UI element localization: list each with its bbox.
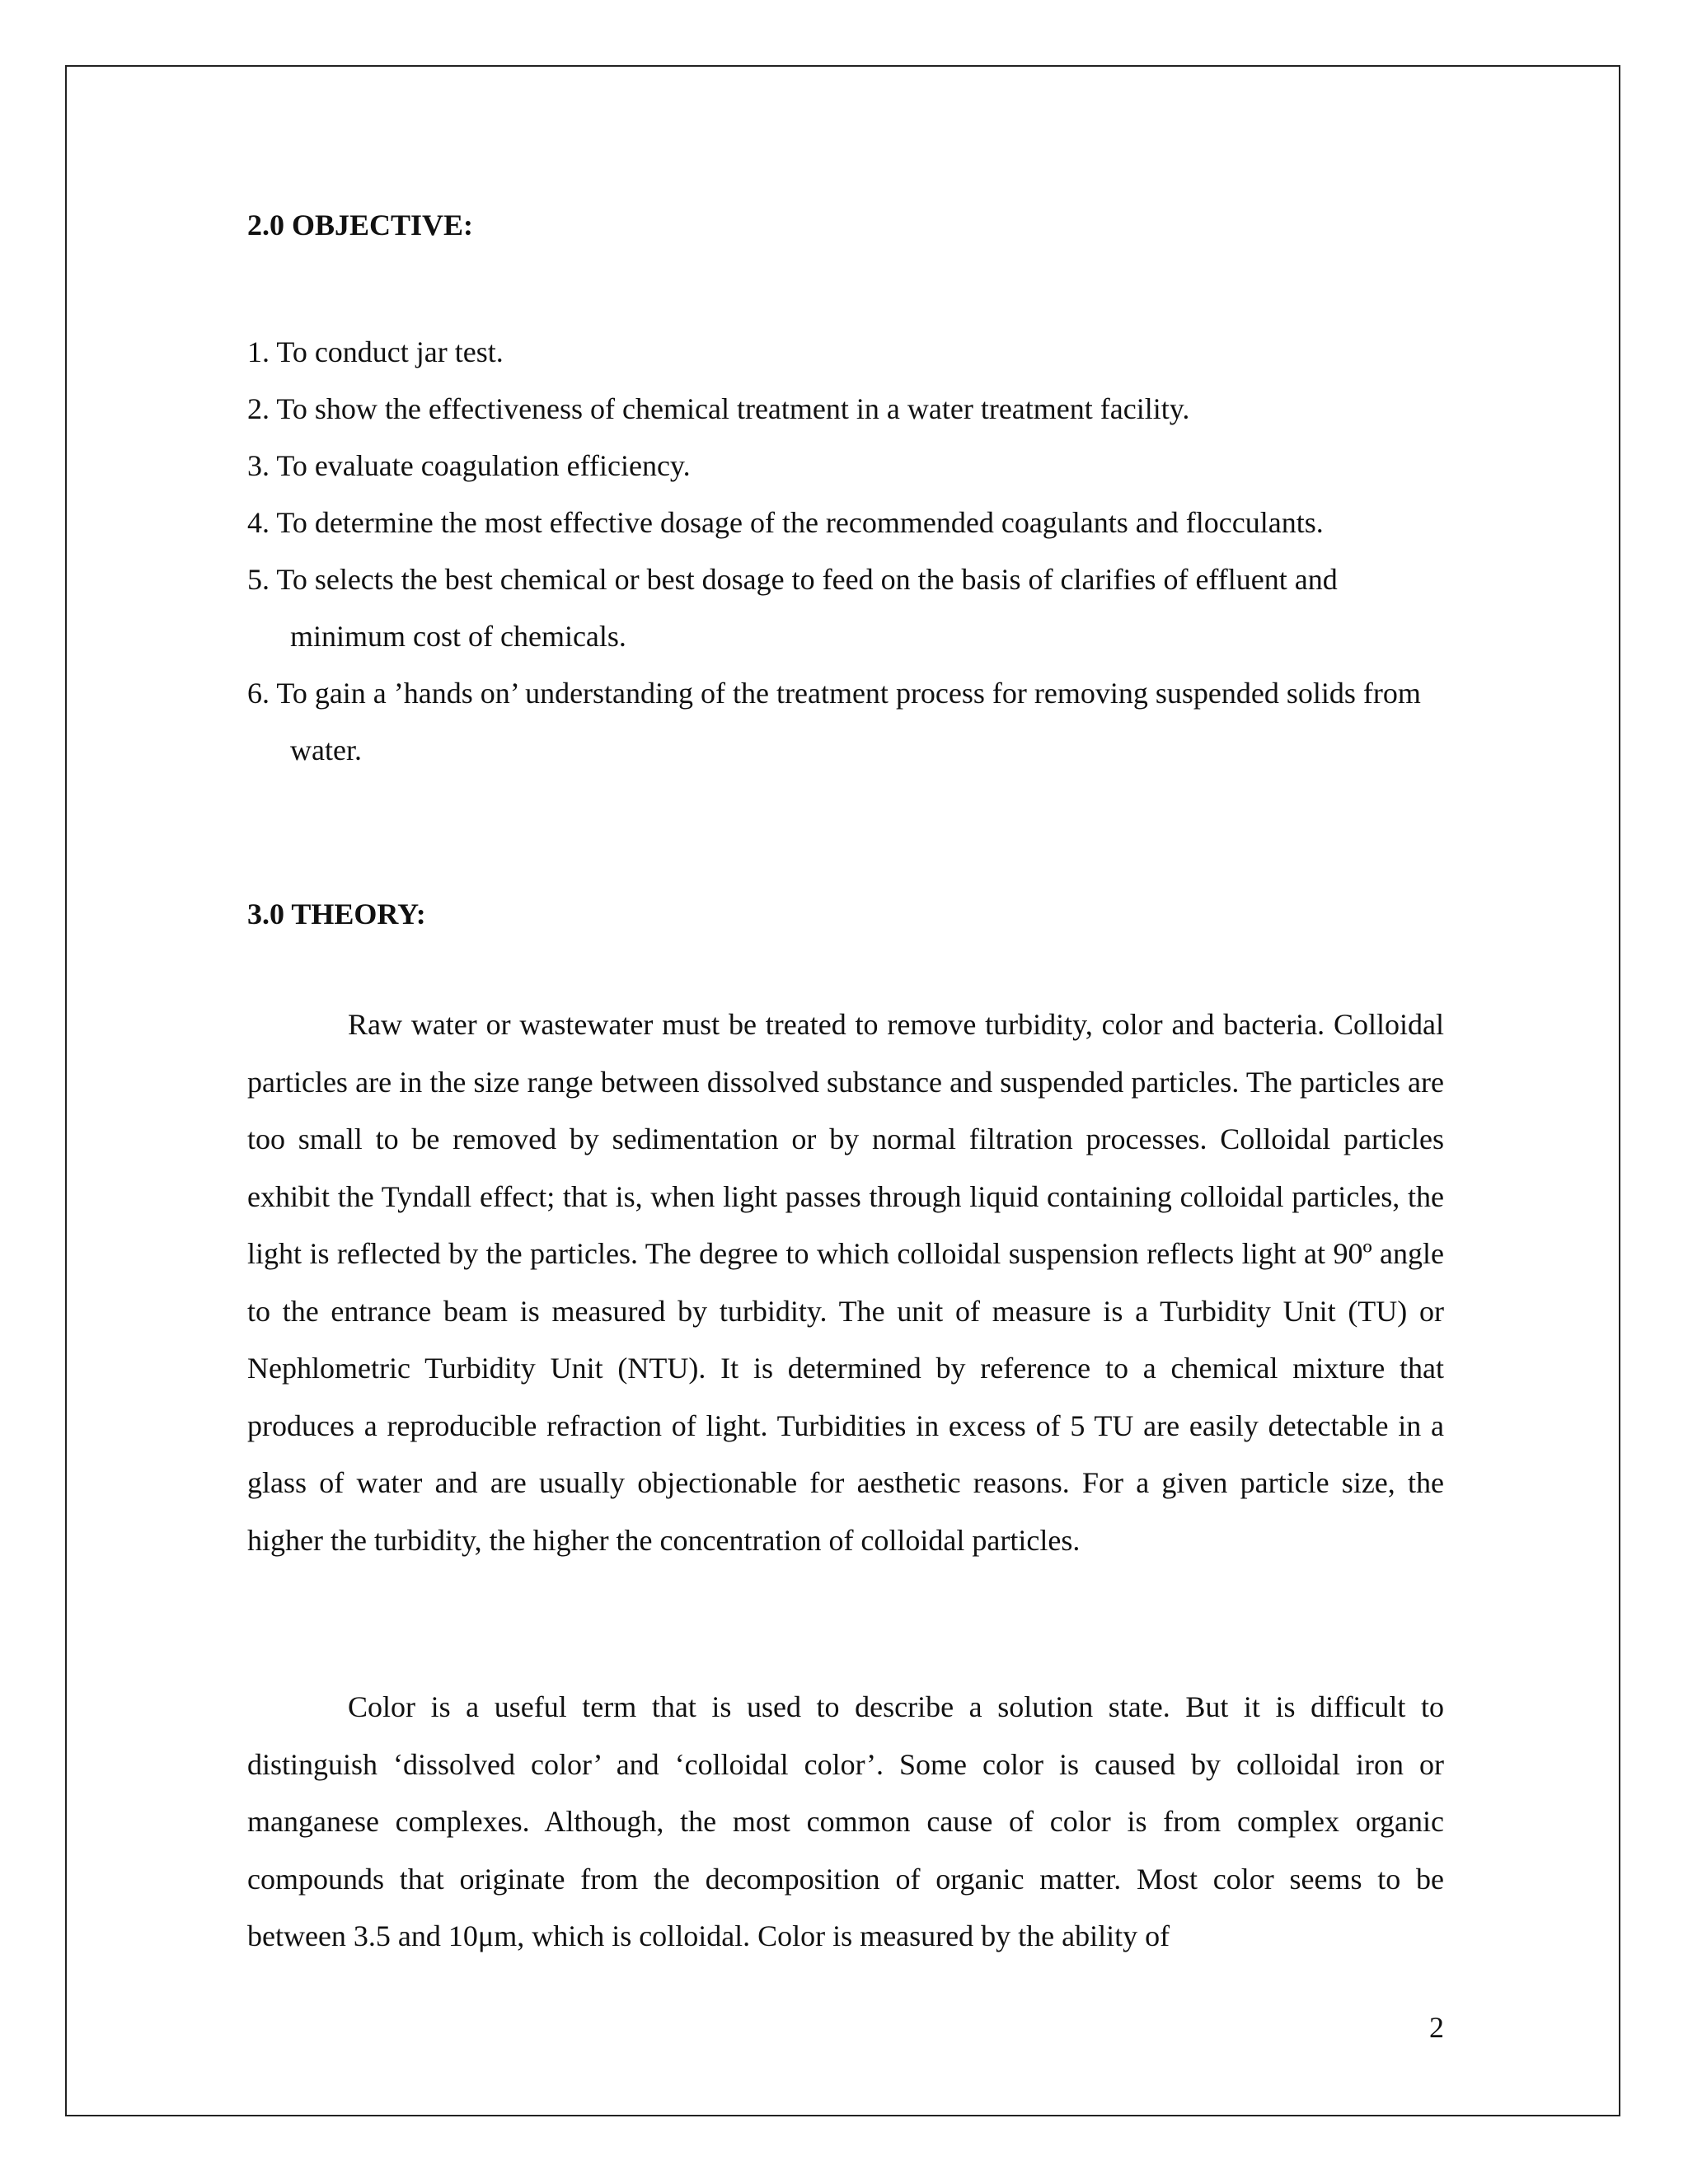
theory-paragraph: Color is a useful term that is used to describe a solution state. But it is difficult to distinguish ‘dissolved color’ and ‘colloidal color’. Some color is caused by colloidal iron or manganese complexes. Although, the most common cause of color is from complex organic compounds that originate from the decomposition of organic matter. Most color seems to be between 3.5 and 10μm, which is colloidal. Color is measured by the ability of xyxy=(247,1690,1444,1952)
list-item: 4. To determine the most effective dosage of the recommended coagulants and flocculants. xyxy=(247,506,1324,539)
objective-list xyxy=(247,324,1444,779)
objective-heading: 2.0 OBJECTIVE: xyxy=(247,209,474,241)
list-item: 3. To evaluate coagulation efficiency. xyxy=(247,449,691,482)
theory-paragraph: Raw water or wastewater must be treated to remove turbidity, color and bacteria. Colloidal particles are in the size range between dissolved substance and suspended particles. The particles are too small to be removed by sedimentation or by normal filtration processes. Colloidal particles exhibit the Tyndall effect; that is, when light passes through liquid containing colloidal particles, the light is reflected by the particles. The degree to which colloidal suspension reflects light at 90º angle to the entrance beam is measured by turbidity. The unit of measure is a Turbidity Unit (TU) or Nephlometric Turbidity Unit (NTU). It is determined by reference to a chemical mixture that produces a reproducible refraction of light. Turbidities in excess of 5 TU are easily detectable in a glass of water and are usually objectionable for aesthetic reasons. For a given particle size, the higher the turbidity, the higher the concentration of colloidal particles. xyxy=(247,1008,1444,1557)
theory-heading: 3.0 THEORY: xyxy=(247,898,426,930)
list-item: 1. To conduct jar test. xyxy=(247,335,504,368)
list-item: 6. To gain a ’hands on’ understanding of the treatment process for removing suspended solids from water. xyxy=(247,677,1421,766)
list-item: 2. To show the effectiveness of chemical treatment in a water treatment facility. xyxy=(247,392,1190,425)
list-item: 5. To selects the best chemical or best dosage to feed on the basis of clarifies of effluent and minimum cost of chemicals. xyxy=(247,563,1338,653)
page-number: 2 xyxy=(1429,2011,1444,2044)
